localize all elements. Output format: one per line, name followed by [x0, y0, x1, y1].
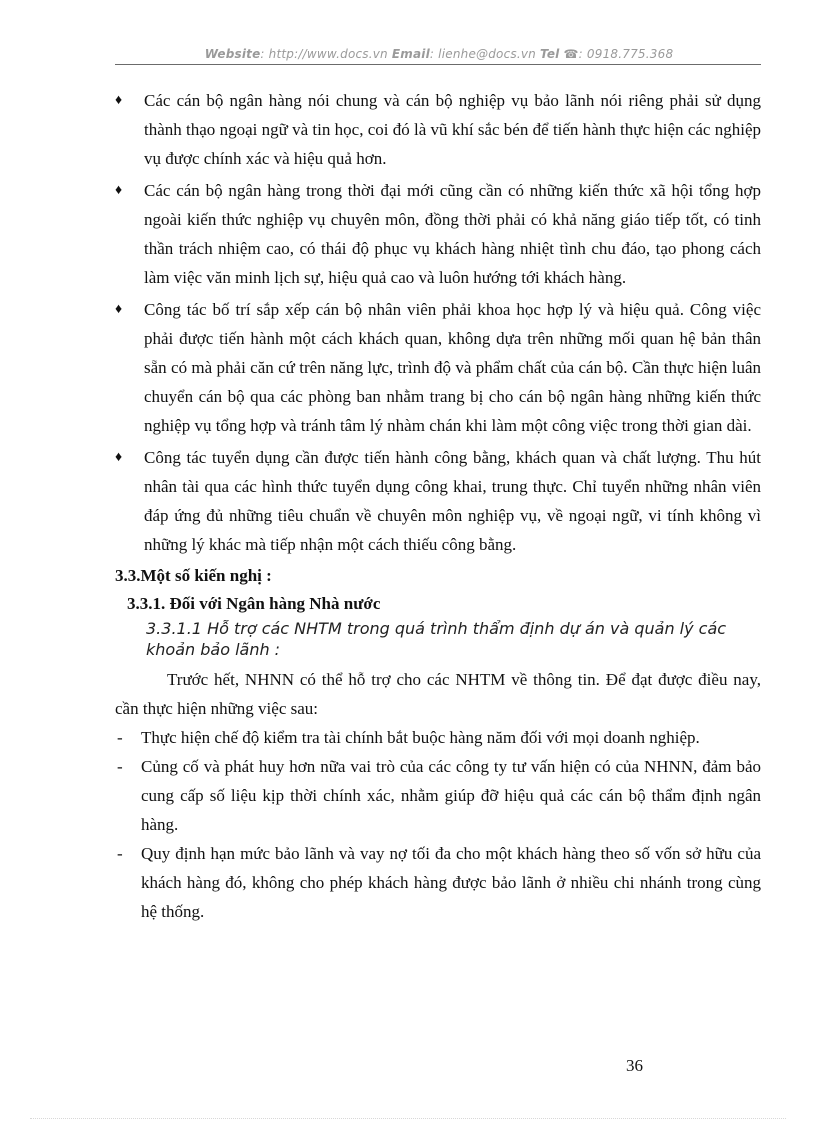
bullet-text: Công tác bố trí sắp xếp cán bộ nhân viên phải khoa học hợp lý và hiệu quả. Công việc phải được tiến hành một cách khách quan, không dựa trên những mối quan hệ bản thân sẵn có mà phải căn cứ trên năng lực, trình độ và phẩm chất của cán bộ. Cần thực hiện luân chuyển cán bộ qua các phòng ban nhằm trang bị cho cán bộ ngân hàng những kiến thức nghiệp vụ tổng hợp và tránh tâm lý nhàm chán khi làm một công việc trong thời gian dài. [144, 300, 761, 435]
diamond-bullet-icon: ♦ [115, 450, 123, 465]
subsection-heading: 3.3.1. Đối với Ngân hàng Nhà nước [127, 594, 381, 613]
dash-text: Thực hiện chế độ kiểm tra tài chính bắt buộc hàng năm đối với mọi doanh nghiệp. [141, 728, 700, 747]
phone-icon: ☎ [563, 47, 579, 61]
email-label: Email [391, 47, 430, 61]
dash-item [115, 752, 761, 839]
section-heading: 3.3.Một số kiến nghị : [115, 566, 272, 585]
diamond-bullet-icon: ♦ [115, 302, 123, 317]
bullet-item [115, 295, 761, 440]
dash-bullet-icon: - [117, 728, 123, 747]
bullet-item [115, 443, 761, 559]
page-number: 36 [626, 1056, 643, 1075]
page-body [115, 86, 761, 926]
dash-bullet-icon: - [117, 757, 123, 776]
bullet-item [115, 176, 761, 292]
email-address: : lienhe@docs.vn [429, 47, 536, 61]
phone-number: : 0918.775.368 [578, 47, 674, 61]
page-header [115, 47, 763, 61]
diamond-bullet-icon: ♦ [115, 93, 123, 108]
page-bottom-border [30, 1118, 786, 1119]
intro-paragraph: Trước hết, NHNN có thể hỗ trợ cho các NHTM về thông tin. Để đạt được điều nay, cần thực hiện những việc sau: [115, 670, 761, 718]
bullet-item [115, 86, 761, 173]
dash-bullet-icon: - [117, 844, 123, 863]
subsubsection-heading: 3.3.1.1 Hỗ trợ các NHTM trong quá trình thẩm định dự án và quản lý các khoản bảo lãnh : [146, 619, 727, 659]
header-divider [115, 64, 761, 65]
bullet-text: Các cán bộ ngân hàng nói chung và cán bộ nghiệp vụ bảo lãnh nói riêng phải sử dụng thành thạo ngoại ngữ và tin học, coi đó là vũ khí sắc bén để tiến hành thực hiện các nghiệp vụ được chính xác và hiệu quả hơn. [144, 91, 761, 168]
bullet-text: Công tác tuyển dụng cần được tiến hành công bằng, khách quan và chất lượng. Thu hút nhân tài qua các hình thức tuyển dụng công khai, trung thực. Chỉ tuyển những nhân viên đáp ứng đủ những tiêu chuẩn về chuyên môn nghiệp vụ, về ngoại ngữ, vi tính không vì những lý khác mà tiếp nhận một cách thiếu công bằng. [144, 448, 761, 554]
tel-label: Tel [539, 47, 560, 61]
dash-text: Củng cố và phát huy hơn nữa vai trò của các công ty tư vấn hiện có của NHNN, đảm bảo cung cấp số liệu kịp thời chính xác, nhằm giúp đỡ hiệu quả các cán bộ thẩm định ngân hàng. [141, 757, 761, 834]
dash-item [115, 839, 761, 926]
bullet-text: Các cán bộ ngân hàng trong thời đại mới cũng cần có những kiến thức xã hội tổng hợp ngoài kiến thức nghiệp vụ chuyên môn, đồng thời phải có khả năng giáo tiếp tốt, có tinh thần trách nhiệm cao, có thái độ phục vụ khách hàng nhiệt tình chu đáo, tạo phong cách làm việc văn minh lịch sự, hiệu quả cao và luôn hướng tới khách hàng. [144, 181, 761, 287]
diamond-bullet-icon: ♦ [115, 183, 123, 198]
website-url: : http://www.docs.vn [260, 47, 388, 61]
website-label: Website [204, 47, 261, 61]
dash-text: Quy định hạn mức bảo lãnh và vay nợ tối đa cho một khách hàng theo số vốn sở hữu của khách hàng đó, không cho phép khách hàng được bảo lãnh ở nhiều chi nhánh trong cùng hệ thống. [141, 844, 761, 921]
dash-item [115, 723, 761, 752]
